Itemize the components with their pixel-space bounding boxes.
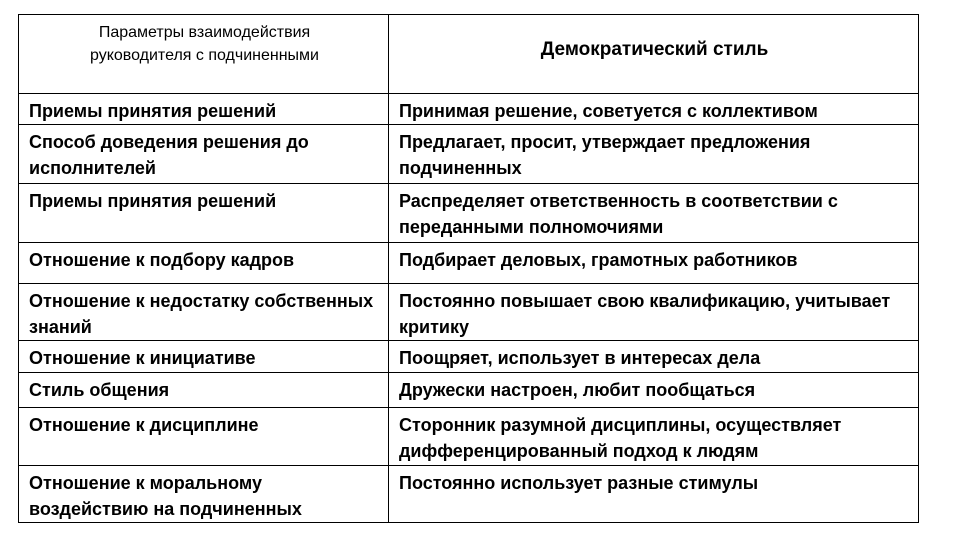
- header-style-label: Демократический стиль: [540, 39, 769, 60]
- value-cell: Предлагает, просит, утверждает предложения подчиненных: [389, 125, 919, 184]
- table-row: [19, 466, 919, 523]
- value-cell: Распределяет ответственность в соответствии с переданными полномочиями: [389, 184, 919, 243]
- value-cell: Дружески настроен, любит пообщаться: [389, 373, 919, 408]
- header-parameters-line2: руководителя с подчиненными: [89, 47, 319, 64]
- param-cell: Отношение к подбору кадров: [19, 243, 389, 284]
- param-cell: Стиль общения: [19, 373, 389, 408]
- value-cell: Постоянно повышает свою квалификацию, учитывает критику: [389, 284, 919, 341]
- table-row: [19, 125, 919, 184]
- header-parameters: [19, 15, 389, 94]
- param-cell: Приемы принятия решений: [19, 94, 389, 125]
- table-row: [19, 373, 919, 408]
- value-cell: Подбирает деловых, грамотных работников: [389, 243, 919, 284]
- param-cell: Приемы принятия решений: [19, 184, 389, 243]
- table-row: [19, 94, 919, 125]
- table-row: [19, 408, 919, 466]
- value-cell: Сторонник разумной дисциплины, осуществляет дифференцированный подход к людям: [389, 408, 919, 466]
- table-row: [19, 184, 919, 243]
- header-parameters-line1: Параметры взаимодействия: [98, 24, 311, 41]
- param-cell: Способ доведения решения до исполнителей: [19, 125, 389, 184]
- param-cell: Отношение к недостатку собственных знаний: [19, 284, 389, 341]
- value-cell: Поощряет, использует в интересах дела: [389, 341, 919, 373]
- value-cell: Принимая решение, советуется с коллективом: [389, 94, 919, 125]
- param-cell: Отношение к дисциплине: [19, 408, 389, 466]
- value-cell: Постоянно использует разные стимулы: [389, 466, 919, 523]
- table-row: [19, 341, 919, 373]
- table-header-row: [19, 15, 919, 94]
- leadership-style-table: [18, 14, 919, 523]
- param-cell: Отношение к инициативе: [19, 341, 389, 373]
- table-row: [19, 284, 919, 341]
- param-cell: Отношение к моральному воздействию на подчиненных: [19, 466, 389, 523]
- table-row: [19, 243, 919, 284]
- header-style: [389, 15, 919, 94]
